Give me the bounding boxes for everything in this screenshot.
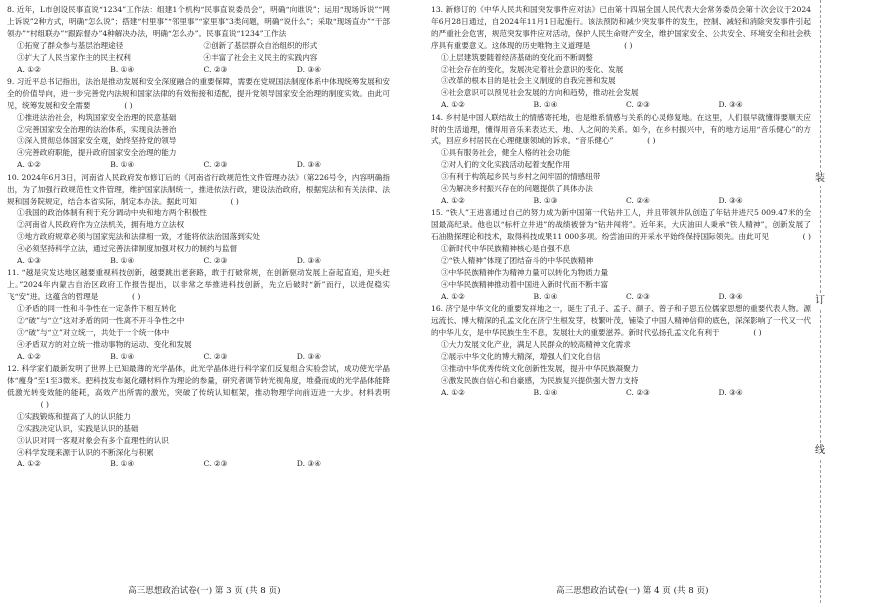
statement-option: ④矛盾双方的对立统一推动事物的运动、变化和发展	[17, 339, 192, 349]
answer-choice: D. ③④	[296, 64, 322, 74]
statement-option: ②社会存在的变化，发展决定着社会意识的变化、发展	[441, 64, 624, 74]
question-text: 11. “越是灾发达地区越要重视科技创新，越要跳出老套路，敢于打破常规，在创新驱动发展上奋起直追，迎头赶上。”2024年内蒙古自治区政府工作报告提出，以非常之举推进科技创新，先立后破时“新”而行，以进促稳实飞“安”进。这蕴含的哲理是	[7, 268, 390, 302]
question-stem	[7, 267, 390, 303]
question-text: 14. 乡村是中国人联结故土的情感寄托地，也是维系情感与关系的心灵修复地。在这里，人们很早就懂得要顺天应时的生活道理，懂得用音乐来表达天、地、人之间的关系。如今，在乡村振兴中，有的地方运用“音乐健心”的方式，回应乡村居民在心理健康领域的诉求。“音乐健心”	[431, 112, 811, 146]
statement-option: ②创新了基层群众自治组织的形式	[203, 40, 318, 50]
answer-choice: B. ①④	[110, 459, 135, 469]
statement-option: ②河南省人民政府作为立法机关，拥有地方立法权	[17, 220, 185, 230]
statement-option: ①矛盾的同一性和斗争性在一定条件下相互转化	[17, 304, 177, 314]
question-block	[431, 207, 811, 302]
question-block	[431, 303, 811, 398]
statement-option: ④激发民族自信心和自豪感，为民族复兴提供强大智力支持	[441, 375, 639, 385]
question-block	[7, 267, 390, 362]
statement-option: ①实践锻炼和提高了人的认识能力	[17, 411, 131, 421]
question-block	[7, 76, 390, 171]
answer-choice: A. ①③	[17, 256, 41, 266]
question-stem	[7, 363, 390, 411]
answer-parentheses: ( )	[647, 136, 656, 146]
answer-parentheses: ( )	[230, 196, 239, 206]
statement-option: ①推进法治社会，构筑国家安全治理的民意基础	[17, 112, 177, 122]
statement-option: ②展示中华文化的博大精深，增强人们文化自信	[441, 351, 601, 361]
answer-choices	[431, 99, 811, 111]
question-block	[431, 112, 811, 207]
question-stem	[7, 4, 390, 40]
answer-choice: A. ①②	[17, 459, 41, 469]
answer-choice: D. ③④	[718, 100, 743, 110]
answer-choice: B. ①④	[110, 64, 135, 74]
answer-choices	[7, 159, 390, 171]
answer-choice: D. ③④	[296, 256, 322, 266]
answer-choice: A. ①②	[441, 196, 465, 205]
answer-choice: D. ③④	[296, 160, 322, 170]
answer-choice: B. ①④	[533, 291, 558, 301]
question-text: 12. 科学家们最新发明了世界上已知最薄的光学晶体，此光学晶体进行科学家们反复组合实验尝试，成功使光学晶体“瘦身”至1至3微米。把科技发布氮化硼材料作为理论的参量，研究者调节转光视角度，堆叠而成的光学晶体能降低激光转变效能的能耗，高效产出所需的激光，突破了传统认知框架，推动物理学向前迈进一大步。材料表明	[7, 364, 390, 397]
statement-options	[7, 40, 390, 64]
question-text: 8. 近年，L市创设民事直说“1234”工作法：组建1个机构“民事直说委员会”，明确“向谁说”；运用“现场诉说”“网上诉说”2种方式，明确“怎么说”；搭建“村里事”“邻里事”“家里事”3类问题，明确“说什么”；采取“现场直办”“干部领办”“村组联办”“跟踪督办”4种解决办法，明确“怎么办”。民事直说“1234”工作法	[7, 5, 390, 38]
answer-choice: C. ②③	[203, 256, 228, 266]
statement-option: ②完善国家安全治理的法治体系，实现良法善治	[17, 124, 177, 134]
statement-option: ①我国的政治体制有利于充分调动中央和地方两个积极性	[17, 208, 207, 218]
question-stem	[431, 207, 811, 243]
answer-choice: C. ②③	[203, 459, 228, 469]
left-page	[7, 4, 390, 582]
statement-option: ③有利于构筑起乡民与乡村之间牢固的情感纽带	[441, 172, 601, 182]
statement-option: ②对人们的文化实践活动起着支配作用	[441, 160, 571, 170]
answer-parentheses: ( )	[802, 232, 811, 242]
answer-choice: C. ②③	[626, 387, 650, 397]
right-page-footer: 高三思想政治试卷(一) 第 4 页 (共 8 页)	[556, 586, 709, 596]
statement-option: ④为解决乡村振兴存在的问题提供了具体办法	[441, 184, 593, 194]
question-block	[7, 4, 390, 75]
question-text: 10. 2024年6月3日，河南省人民政府发布修订后的《河南省行政规范性文件管理办法》（第226号令，内容明确指出，为了加强行政规范性文件管理，维护国家法制统一，推进依法行政，建设法治政府，根据宪法和有关法律、法规和国务院规定，结合本省实际，制定本办法。据此可知	[7, 172, 390, 206]
answer-choice: D. ③④	[718, 387, 743, 397]
question-text: 15. “铁人”王进喜通过自己的努力成为新中国第一代钻井工人，并且带领井队创造了年钻井进尺5 009.47米的全国最高纪录。他也以“标杆立井进”的战绩被誉为“钻井闯将”。近年来，大庆油田人秉承“铁人精神”，创新发展了石油勘探理论和技术，取得科技成果11 000多项。纷尝油田的开采水平始终保持国际领先。由此可见	[431, 208, 811, 242]
statement-option: ④完善政府职能，提升政府国家安全治理的能力	[17, 148, 177, 158]
right-page	[431, 4, 811, 582]
answer-choice: D. ③④	[296, 459, 322, 469]
answer-choices	[431, 387, 811, 399]
question-block	[7, 363, 390, 470]
answer-choice: A. ①②	[17, 160, 41, 170]
answer-choice: A. ①②	[441, 291, 465, 301]
statement-option: ④丰富了社会主义民主的实践内容	[203, 52, 318, 62]
answer-choice: B. ①④	[533, 387, 558, 397]
answer-choice: B. ①④	[533, 100, 558, 110]
answer-parentheses: ( )	[124, 100, 133, 110]
statement-option: ③认识对同一客观对象会有多个直理性的认识	[17, 435, 169, 445]
answer-choice: C. ②③	[203, 160, 228, 170]
binding-char-zhuang: 装	[812, 172, 828, 186]
question-stem	[431, 4, 811, 52]
answer-choices	[431, 195, 811, 207]
answer-choice: A. ①②	[441, 387, 465, 397]
statement-option: ①具有服务社会，健全人格的社会功能	[441, 148, 571, 158]
question-stem	[7, 76, 390, 112]
answer-parentheses: ( )	[753, 327, 762, 337]
statement-option: ②实践决定认识，实践是认识的基础	[17, 423, 139, 433]
answer-parentheses: ( )	[624, 40, 633, 50]
answer-choice: A. ①②	[17, 351, 41, 361]
answer-choice: D. ③④	[296, 351, 322, 361]
answer-parentheses: ( )	[40, 399, 49, 409]
binding-char-xian: 线	[812, 444, 828, 458]
answer-choice: B. ①④	[110, 256, 135, 266]
statement-option: ④中华民族精神推动着中国进入新时代而不断丰富	[441, 279, 609, 289]
statement-option: ③中华民族精神作为精神力量可以转化为物质力量	[441, 267, 609, 277]
statement-option: ④科学发现来源于认识的不断深化与积累	[17, 447, 154, 457]
question-text: 16. 济宁是中华文化的重要发祥地之一，诞生了孔子、孟子、颜子、曾子和子思五位儒家思想的重要代表人物。源远流长、博大精深的孔孟文化在济宁生根发芽，枝繁叶茂，铺染了中国人精神信仰的底色，深深影响了一代又一代的中华儿女，是中华民族生生不息，发展壮大的重要滋养。新时代弘扬孔孟文化有利于	[431, 304, 811, 337]
answer-choice: A. ①②	[17, 64, 41, 74]
answer-choice: C. ②③	[626, 291, 650, 301]
answer-choice: C. ②③	[203, 351, 228, 361]
statement-option: ①拓宽了群众参与基层治理途径	[17, 40, 124, 50]
answer-choices	[7, 255, 390, 267]
statement-option: ①上层建筑要随着经济基础的变化而不断调整	[441, 52, 593, 62]
binding-char-ding: 订	[812, 294, 828, 308]
statement-option: ①大力发展文化产业，满足人民群众的较高精神文化需求	[441, 339, 631, 349]
statement-option: ④必须坚持科学立法，通过完善法律制度加强对权力的制约与监督	[17, 244, 238, 254]
answer-choice: C. ②③	[203, 64, 228, 74]
answer-choice: B. ①③	[533, 196, 558, 205]
statement-option: ③改革的根本目的是社会主义制度的自我完善和发展	[441, 76, 616, 86]
answer-choice: C. ②③	[626, 100, 650, 110]
answer-choice: B. ①④	[110, 160, 135, 170]
answer-choice: A. ①②	[441, 100, 465, 110]
answer-choice: D. ③④	[718, 291, 743, 301]
answer-choices	[7, 458, 390, 470]
answer-choices	[7, 64, 390, 76]
answer-choices	[7, 351, 390, 363]
question-text: 13. 新修订的《中华人民共和国突发事件应对法》已由第十四届全国人民代表大会常务委员会第十次会议于2024年6月28日通过，自2024年11月1日起施行。该法预防和减少突发事件的发生，控制、减轻和消除突发事件引起的严重社会危害，规范突发事件应对活动，保护人民生命财产安全，维护国家安全、公共安全、环境安全和社会秩序具有重要意义。这体现的历史唯物主义道理是	[431, 5, 811, 50]
question-block	[431, 4, 811, 111]
answer-choice: C. ②④	[626, 196, 650, 205]
answer-choices	[431, 291, 811, 303]
question-stem	[431, 112, 811, 148]
question-block	[7, 172, 390, 267]
answer-choice: B. ①④	[110, 351, 135, 361]
statement-option: ①新时代中华民族精神核心是自强不息	[441, 244, 571, 254]
statement-option: ③推动中华优秀传统文化创新性发展，提升中华民族凝聚力	[441, 363, 639, 373]
statement-option: ③深入贯彻总体国家安全观，始终坚持党的领导	[17, 136, 177, 146]
statement-option: ②“破”与“立”这对矛盾的同一性离不开斗争性之中	[17, 316, 185, 326]
statement-option: ③地方政府规章必须与国家宪法和法律相一致，才能将依法治国落到实处	[17, 232, 260, 242]
statement-option: ③扩大了人民当家作主的民主权利	[17, 52, 131, 62]
answer-choice: D. ③④	[718, 196, 743, 205]
statement-option: ②“铁人精神”体现了团结奋斗的中华民族精神	[441, 256, 594, 266]
statement-option: ④社会意识可以预见社会发展的方向和趋势，推动社会发展	[441, 88, 639, 98]
question-stem	[7, 172, 390, 208]
question-text: 9. 习近平总书记指出，法治是推动发展和安全深度融合的重要保障，需要在党规国法制度体系中体现统筹发展和安全的价值导向，进一步完善党内法规和国家法律的有效衔接和适配，提升党领导国家安全治理的制度实效。由此可见，统筹发展和安全需要	[7, 76, 390, 110]
answer-parentheses: ( )	[131, 292, 141, 302]
left-page-footer: 高三思想政治试卷(一) 第 3 页 (共 8 页)	[128, 586, 281, 596]
question-stem	[431, 303, 811, 339]
statement-option: ③“破”与“立”对立统一，共处于一个统一体中	[17, 327, 170, 337]
